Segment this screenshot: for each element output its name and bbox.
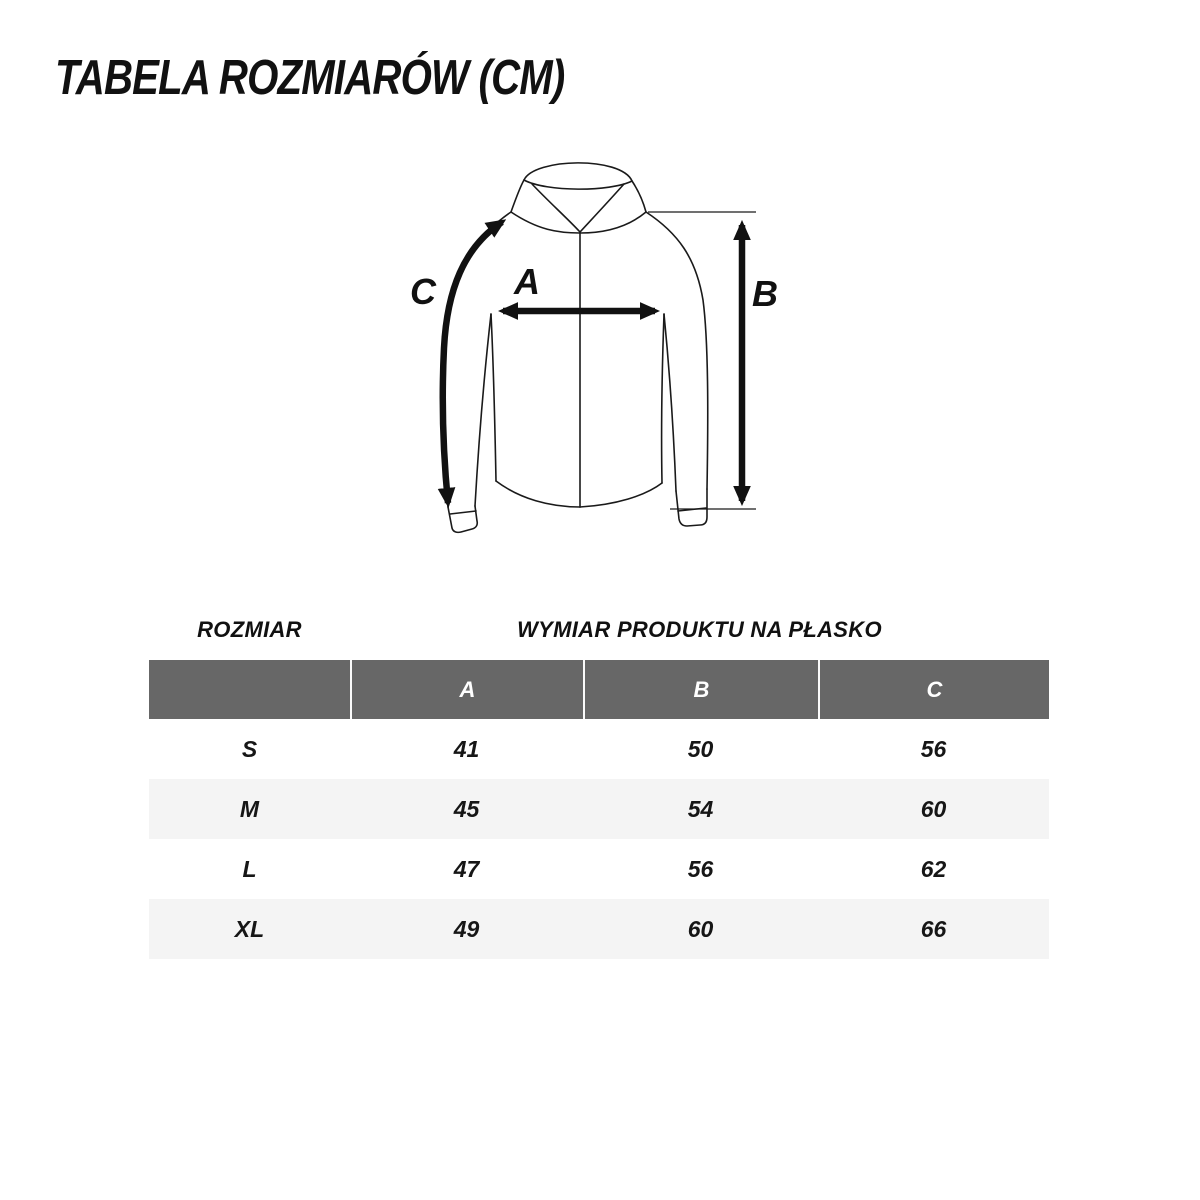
table-row-xl [149,899,1049,959]
measurements-label: WYMIAR PRODUKTU NA PŁASKO [517,617,882,642]
value-cell-c: 60 [920,795,947,822]
right-cuff [676,489,707,526]
size-cell: S [241,735,258,762]
value-cell-a: 47 [453,855,480,882]
jacket-outline [442,163,707,532]
label-c: C [410,271,436,312]
value-cell-a: 41 [453,735,480,762]
size-column-label: ROZMIAR [197,617,302,642]
right-sleeve-outer [646,212,708,489]
left-sleeve-outer [442,212,511,507]
table-row-s [149,719,1049,779]
left-cuff [448,506,477,532]
collar-bottom-arc [524,180,632,189]
value-cell-c: 56 [920,735,947,762]
left-body-seam [491,314,496,481]
value-cell-b: 50 [687,735,714,762]
left-sleeve-inner [475,314,491,506]
header-cell-a: A [350,660,583,719]
size-table [149,660,1049,959]
collar-right-edge [632,181,646,212]
hem-left [496,481,580,507]
value-cell-b: 60 [687,915,714,942]
measurement-arrows [443,222,742,503]
right-body-seam [662,314,664,483]
value-cell-c: 66 [920,915,947,942]
collar-top-arc [524,163,632,181]
size-cell: M [239,795,260,822]
value-cell-b: 56 [687,855,714,882]
table-row-l [149,839,1049,899]
right-sleeve-inner [664,314,676,491]
table-section-labels [0,616,1200,644]
size-cell: XL [234,915,265,942]
value-cell-c: 62 [920,855,947,882]
label-a: A [514,261,540,302]
vneck-left [532,184,580,232]
value-cell-b: 54 [687,795,714,822]
label-b: B [752,273,778,314]
hem-right [580,483,662,507]
left-cuff-seam [450,511,476,514]
table-row-m [149,779,1049,839]
page-title: TABELA ROZMIARÓW (CM) [55,51,565,105]
collar-left-edge [511,180,524,212]
header-cell-empty [149,660,350,719]
header-cell-c: C [818,660,1049,719]
vneck-right [580,184,624,232]
value-cell-a: 49 [453,915,480,942]
header-cell-b: B [583,660,818,719]
garment-measurement-diagram [395,140,790,550]
value-cell-a: 45 [453,795,480,822]
table-header-row [149,660,1049,719]
size-cell: L [242,855,257,882]
